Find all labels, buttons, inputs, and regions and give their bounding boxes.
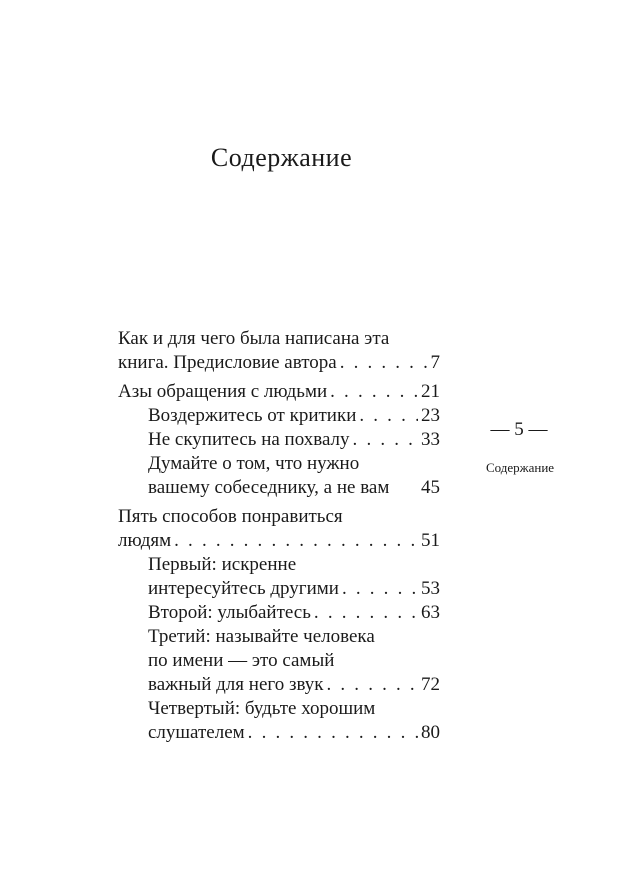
page-number: — 5 — [490, 419, 548, 440]
dot-leader [330, 380, 418, 404]
page-title: Содержание [210, 143, 353, 172]
toc-page-number: 63 [421, 602, 440, 623]
toc-page-number: 72 [421, 674, 440, 695]
toc-entry [118, 697, 440, 721]
toc-entry [118, 673, 440, 697]
dot-leader [327, 673, 419, 697]
toc-page-number: 45 [421, 477, 440, 498]
toc-section [118, 380, 440, 500]
dot-leader [353, 428, 418, 452]
dot-leader [359, 404, 418, 428]
running-head: Содержание [485, 460, 555, 475]
toc-entry [118, 505, 440, 529]
toc-section [118, 327, 440, 375]
toc-entry-title: вашему собеседнику, а не вам [148, 477, 390, 498]
toc-entry-title: по имени — это самый [148, 650, 335, 671]
toc-entry [118, 327, 440, 351]
toc-entry-title: людям [118, 530, 172, 551]
toc-entry [118, 601, 440, 625]
toc-entry [118, 721, 440, 745]
toc-page-number: 51 [421, 530, 440, 551]
toc-entry-title: Четвертый: будьте хорошим [148, 698, 376, 719]
toc-entry [118, 404, 440, 428]
toc-entry-title: Азы обращения с людьми [118, 381, 328, 402]
toc-entry [118, 452, 440, 476]
toc-page-number: 21 [421, 381, 440, 402]
toc-entry-title: Воздержитесь от критики [148, 405, 357, 426]
dot-leader [340, 351, 428, 375]
toc-entry [118, 577, 440, 601]
toc-entry [118, 476, 440, 500]
toc-page-number: 53 [421, 578, 440, 599]
dot-leader [248, 721, 418, 745]
toc-page-number: 80 [421, 722, 440, 743]
toc-entry-title: Второй: улыбайтесь [148, 602, 311, 623]
toc-entry-title: Не скупитесь на похвалу [148, 429, 350, 450]
toc-entry [118, 428, 440, 452]
toc-entry [118, 380, 440, 404]
dot-leader [342, 577, 418, 601]
toc-entry [118, 529, 440, 553]
toc-entry-title: важный для него звук [148, 674, 324, 695]
toc-entry-title: книга. Предисловие автора [118, 352, 337, 373]
toc-entry-title: слушателем [148, 722, 245, 743]
toc-entry [118, 649, 440, 673]
dot-leader [174, 529, 418, 553]
toc-page-number: 23 [421, 405, 440, 426]
toc-page-number: 33 [421, 429, 440, 450]
toc-page-number: 7 [430, 352, 440, 373]
toc-entry-title: Первый: искренне [148, 554, 297, 575]
dot-leader [314, 601, 418, 625]
toc-entry [118, 553, 440, 577]
toc-entry-title: Думайте о том, что нужно [148, 453, 360, 474]
toc-section [118, 505, 440, 745]
table-of-contents [118, 327, 440, 745]
toc-entry [118, 625, 440, 649]
toc-entry-title: Пять способов понравиться [118, 506, 343, 527]
toc-entry-title: интересуйтесь другими [148, 578, 339, 599]
toc-entry-title: Третий: называйте человека [148, 626, 375, 647]
toc-entry [118, 351, 440, 375]
toc-entry-title: Как и для чего была написана эта [118, 328, 390, 349]
